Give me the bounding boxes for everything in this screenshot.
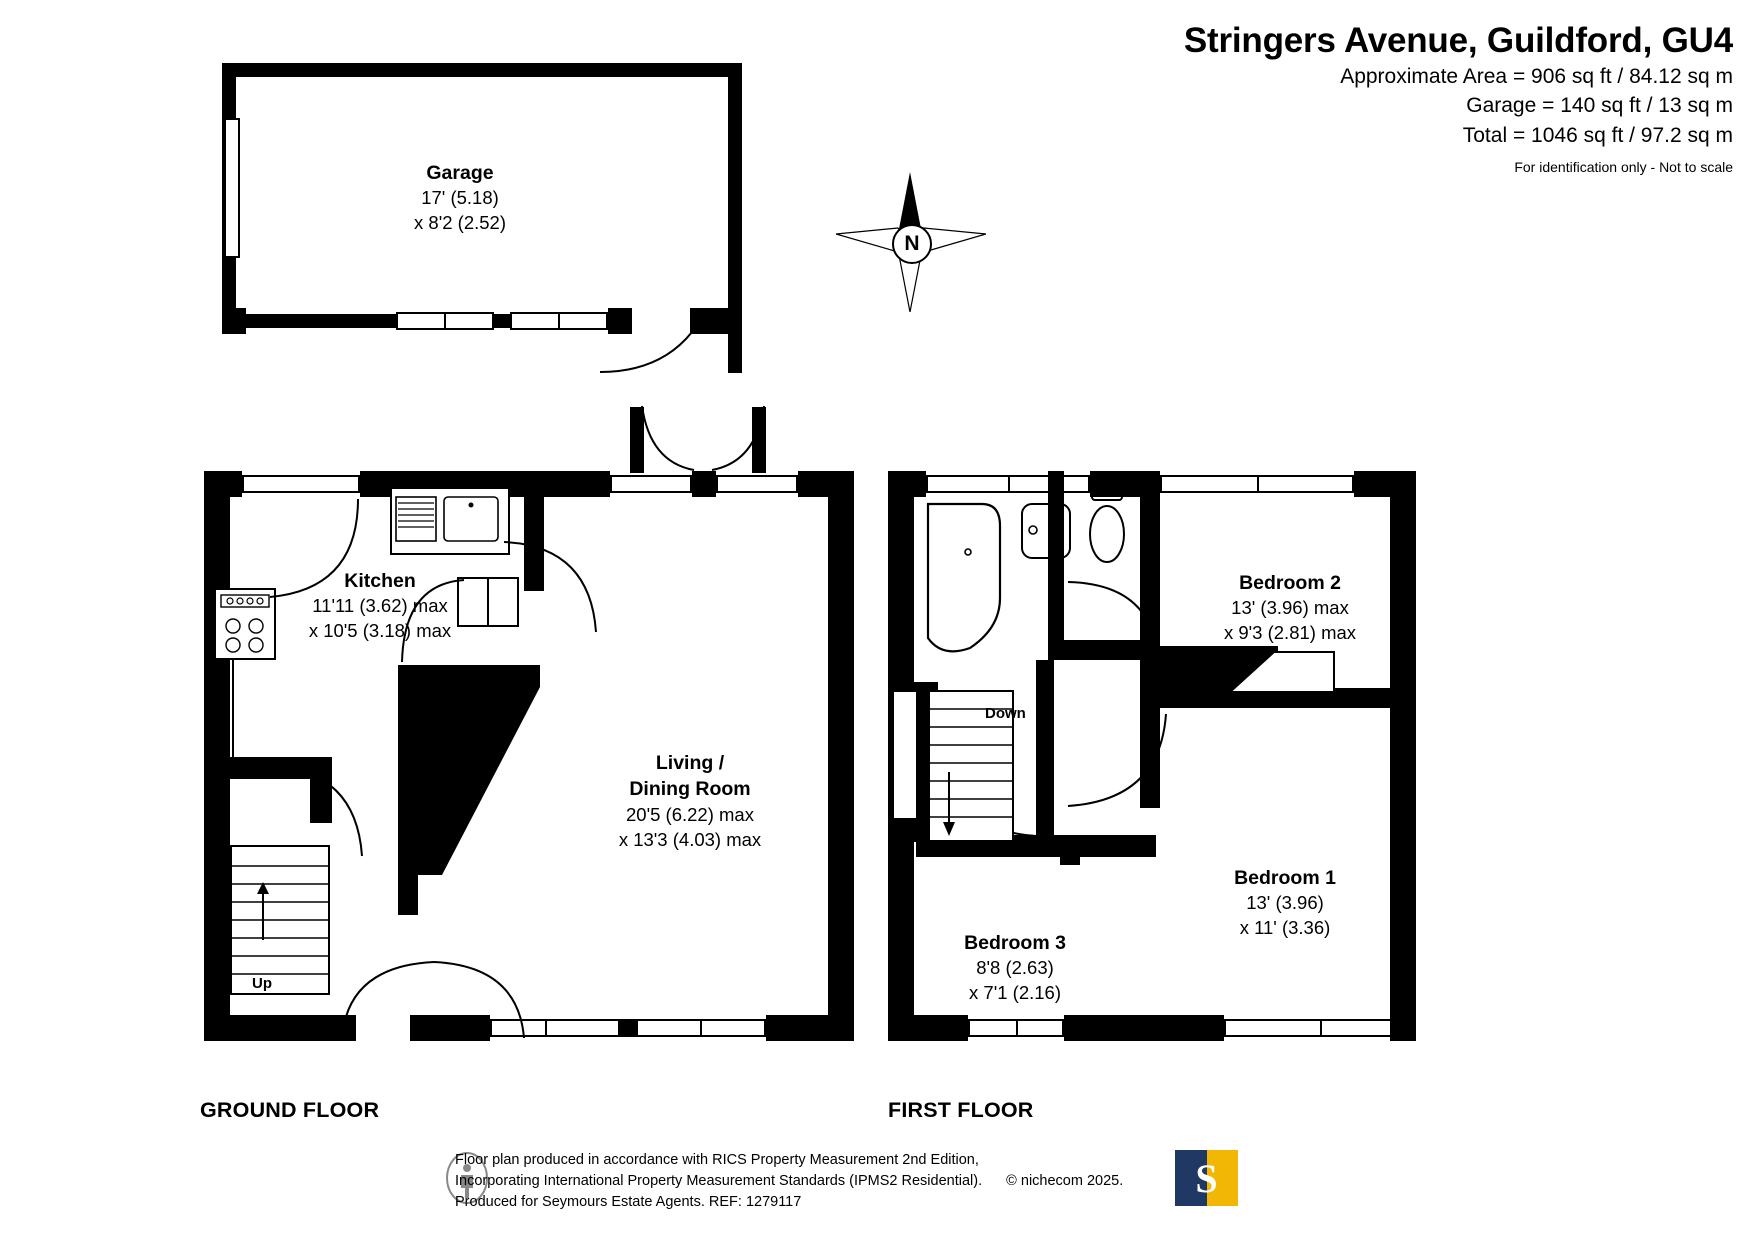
- compass-north-label: N: [892, 224, 932, 264]
- bedroom2-dim2: x 9'3 (2.81) max: [1223, 622, 1357, 644]
- bedroom1-dim2: x 11' (3.36): [1239, 917, 1331, 939]
- garage-name: Garage: [426, 162, 494, 184]
- stairs-down-label: Down: [985, 705, 1026, 722]
- living-dining-name-1: Living /: [655, 752, 725, 774]
- bedroom3-dim1: 8'8 (2.63): [976, 957, 1054, 979]
- seymours-logo: [1175, 1150, 1238, 1206]
- garage-area-text: Garage = 140 sq ft / 13 sq m: [1466, 94, 1733, 118]
- disclaimer-text: For identification only - Not to scale: [1514, 158, 1733, 175]
- living-dining-dim1: 20'5 (6.22) max: [626, 803, 754, 825]
- footer-line-3: Produced for Seymours Estate Agents. REF: 1279117: [455, 1194, 802, 1211]
- bedroom1-dim1: 13' (3.96): [1246, 892, 1324, 914]
- living-dining-dim2: x 13'3 (4.03) max: [618, 828, 762, 850]
- footer-line-1: Floor plan produced in accordance with RICS Property Measurement 2nd Edition,: [455, 1152, 979, 1168]
- kitchen-dim1: 11'11 (3.62) max: [312, 595, 448, 617]
- bedroom3-name: Bedroom 3: [964, 932, 1066, 954]
- compass-icon: [836, 172, 986, 312]
- kitchen-dim2: x 10'5 (3.18) max: [308, 620, 452, 642]
- garage-dim2: x 8'2 (2.52): [414, 212, 506, 234]
- living-dining-name-2: Dining Room: [629, 778, 751, 801]
- approximate-area-text: Approximate Area = 906 sq ft / 84.12 sq m: [1340, 64, 1733, 88]
- garage-label: [330, 160, 590, 236]
- footer-copyright: © nichecom 2025.: [1006, 1173, 1124, 1190]
- page-title: Stringers Avenue, Guildford, GU4: [1183, 21, 1733, 60]
- header: [1033, 22, 1733, 175]
- bedroom3-label: [900, 930, 1130, 1006]
- kitchen-label: [240, 568, 520, 644]
- ground-floor-label: GROUND FLOOR: [200, 1098, 380, 1122]
- total-area-text: Total = 1046 sq ft / 97.2 sq m: [1462, 123, 1733, 147]
- garage-dim1: 17' (5.18): [421, 187, 499, 209]
- bedroom2-dim1: 13' (3.96) max: [1231, 597, 1349, 619]
- bedroom1-name: Bedroom 1: [1234, 867, 1336, 889]
- stairs-up-label: Up: [252, 975, 272, 992]
- kitchen-name: Kitchen: [344, 570, 416, 592]
- bedroom1-label: [1160, 865, 1410, 941]
- bedroom2-label: [1155, 570, 1425, 646]
- logo-letter: S: [1195, 1155, 1218, 1201]
- bedroom2-name: Bedroom 2: [1239, 572, 1341, 594]
- first-floor-label: FIRST FLOOR: [888, 1098, 1034, 1122]
- bedroom3-dim2: x 7'1 (2.16): [969, 982, 1061, 1004]
- living-dining-label: [545, 750, 835, 853]
- footer-line-2: Incorporating International Property Measurement Standards (IPMS2 Residential).: [455, 1173, 983, 1190]
